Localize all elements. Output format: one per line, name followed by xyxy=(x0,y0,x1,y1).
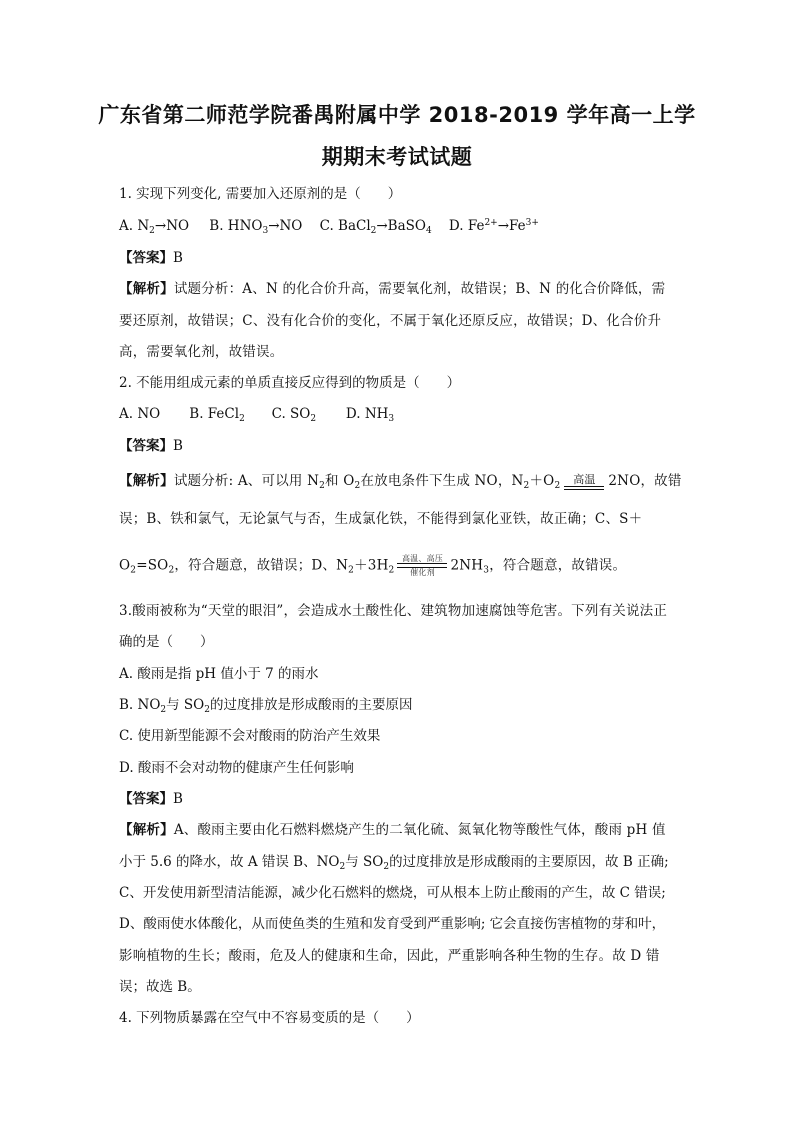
q3-stem-line-2: 确的是（ ） xyxy=(119,634,214,650)
q2-option-c: C. $SO_2$ xyxy=(271,406,317,424)
analysis-label: 【解析】 xyxy=(119,281,174,297)
q2-answer xyxy=(119,438,183,454)
q3-option-c: C. 使用新型能源不会对酸雨的防治产生效果 xyxy=(119,728,381,744)
q1-option-a: A. $N_2\to NO$ xyxy=(119,218,190,236)
q1-stem: 1. 实现下列变化, 需要加入还原剂的是（ ） xyxy=(119,186,402,202)
q2-analysis-line-2: 误；B、铁和氯气，无论氯气与否，生成氯化铁，不能得到氯化亚铁，故正确；C、S＋ xyxy=(119,511,643,527)
q1-option-c: C. BaCl$_2$→BaSO$_4$ xyxy=(319,218,432,236)
page-title-line-1: 广东省第二师范学院番禺附属中学 2018-2019 学年高一上学 xyxy=(98,103,696,127)
answer-label: 【答案】 xyxy=(119,791,173,807)
q3-option-b: B. $NO_2$与 $SO_2$的过度排放是形成酸雨的主要原因 xyxy=(119,697,413,715)
reaction-condition-high-temp: 高温 xyxy=(564,474,604,490)
analysis-label: 【解析】 xyxy=(119,473,174,489)
q1-analysis-line-1: 【解析】试题分析：A、N 的化合价升高，需要氧化剂，故错误；B、N 的化合价降低，需 xyxy=(119,281,666,297)
reaction-condition-reversible: 高温、高压 催化剂 xyxy=(397,555,447,577)
answer-value: B xyxy=(173,438,183,454)
analysis-label: 【解析】 xyxy=(119,822,174,838)
q3-analysis-line-1: 【解析】A、酸雨主要由化石燃料燃烧产生的二氧化硫、氮氧化物等酸性气体，酸雨 pH 值 xyxy=(119,822,666,838)
answer-label: 【答案】 xyxy=(119,250,173,266)
q4-stem: 4. 下列物质暴露在空气中不容易变质的是（ ） xyxy=(119,1010,420,1026)
q3-analysis-line-2: 小于 5.6 的降水，故 A 错误 B、$NO_2$与 $SO_2$的过度排放是形成酸雨的主要原因，故 B 正确; xyxy=(119,854,669,872)
q3-analysis-line-4: D、酸雨使水体酸化，从而使鱼类的生殖和发育受到严重影响; 它会直接伤害植物的芽和叶， xyxy=(119,916,666,932)
answer-value: B xyxy=(173,791,183,807)
answer-label: 【答案】 xyxy=(119,438,173,454)
q1-analysis-line-3: 高，需要氧化剂，故错误。 xyxy=(119,344,284,360)
answer-value: B xyxy=(173,250,183,266)
q1-analysis-line-2: 要还原剂，故错误；C、没有化合价的变化，不属于氧化还原反应，故错误；D、化合价升 xyxy=(119,313,662,329)
q3-answer xyxy=(119,791,183,807)
page-title-line-2: 期期末考试试题 xyxy=(321,145,473,169)
q1-answer xyxy=(119,250,183,266)
q1-options xyxy=(119,218,539,234)
q1-option-d: D. $Fe^{2+}\to Fe^{3+}$ xyxy=(448,218,539,234)
q2-option-b: B. FeCl$_2$ xyxy=(189,406,245,424)
q2-options xyxy=(119,406,394,422)
q1-option-b: B. $HNO_3\to NO$ xyxy=(209,218,303,236)
q3-analysis-line-5: 影响植物的生长；酸雨，危及人的健康和生命，因此，严重影响各种生物的生存。故 D 错 xyxy=(119,948,660,964)
q2-option-a: A. NO xyxy=(119,406,161,422)
q3-option-a: A. 酸雨是指 pH 值小于 7 的雨水 xyxy=(119,666,319,682)
q3-option-d: D. 酸雨不会对动物的健康产生任何影响 xyxy=(119,760,354,776)
q2-analysis-line-3: $O_2=SO_2$，符合题意，故错误；D、$N_2+3H_2$ 高温、高压 催化剂 $2NH_3$，符合题意，故错误。 xyxy=(119,554,627,577)
q3-stem-line-1: 3.酸雨被称为“天堂的眼泪”，会造成水土酸性化、建筑物加速腐蚀等危害。下列有关说法正 xyxy=(119,603,668,619)
q2-option-d: D. $NH_3$ xyxy=(345,406,395,424)
q3-analysis-line-6: 误；故选 B。 xyxy=(119,979,201,995)
q2-analysis-line-1: 【解析】试题分析: A、可以用 $N_2$和 $O_2$在放电条件下生成 NO，$N_2+O_2$ 高温 2NO，故错 xyxy=(119,472,682,491)
q3-analysis-line-3: C、开发使用新型清洁能源，减少化石燃料的燃烧，可从根本上防止酸雨的产生，故 C 错误; xyxy=(119,885,666,901)
q2-stem: 2. 不能用组成元素的单质直接反应得到的物质是（ ） xyxy=(119,375,461,391)
